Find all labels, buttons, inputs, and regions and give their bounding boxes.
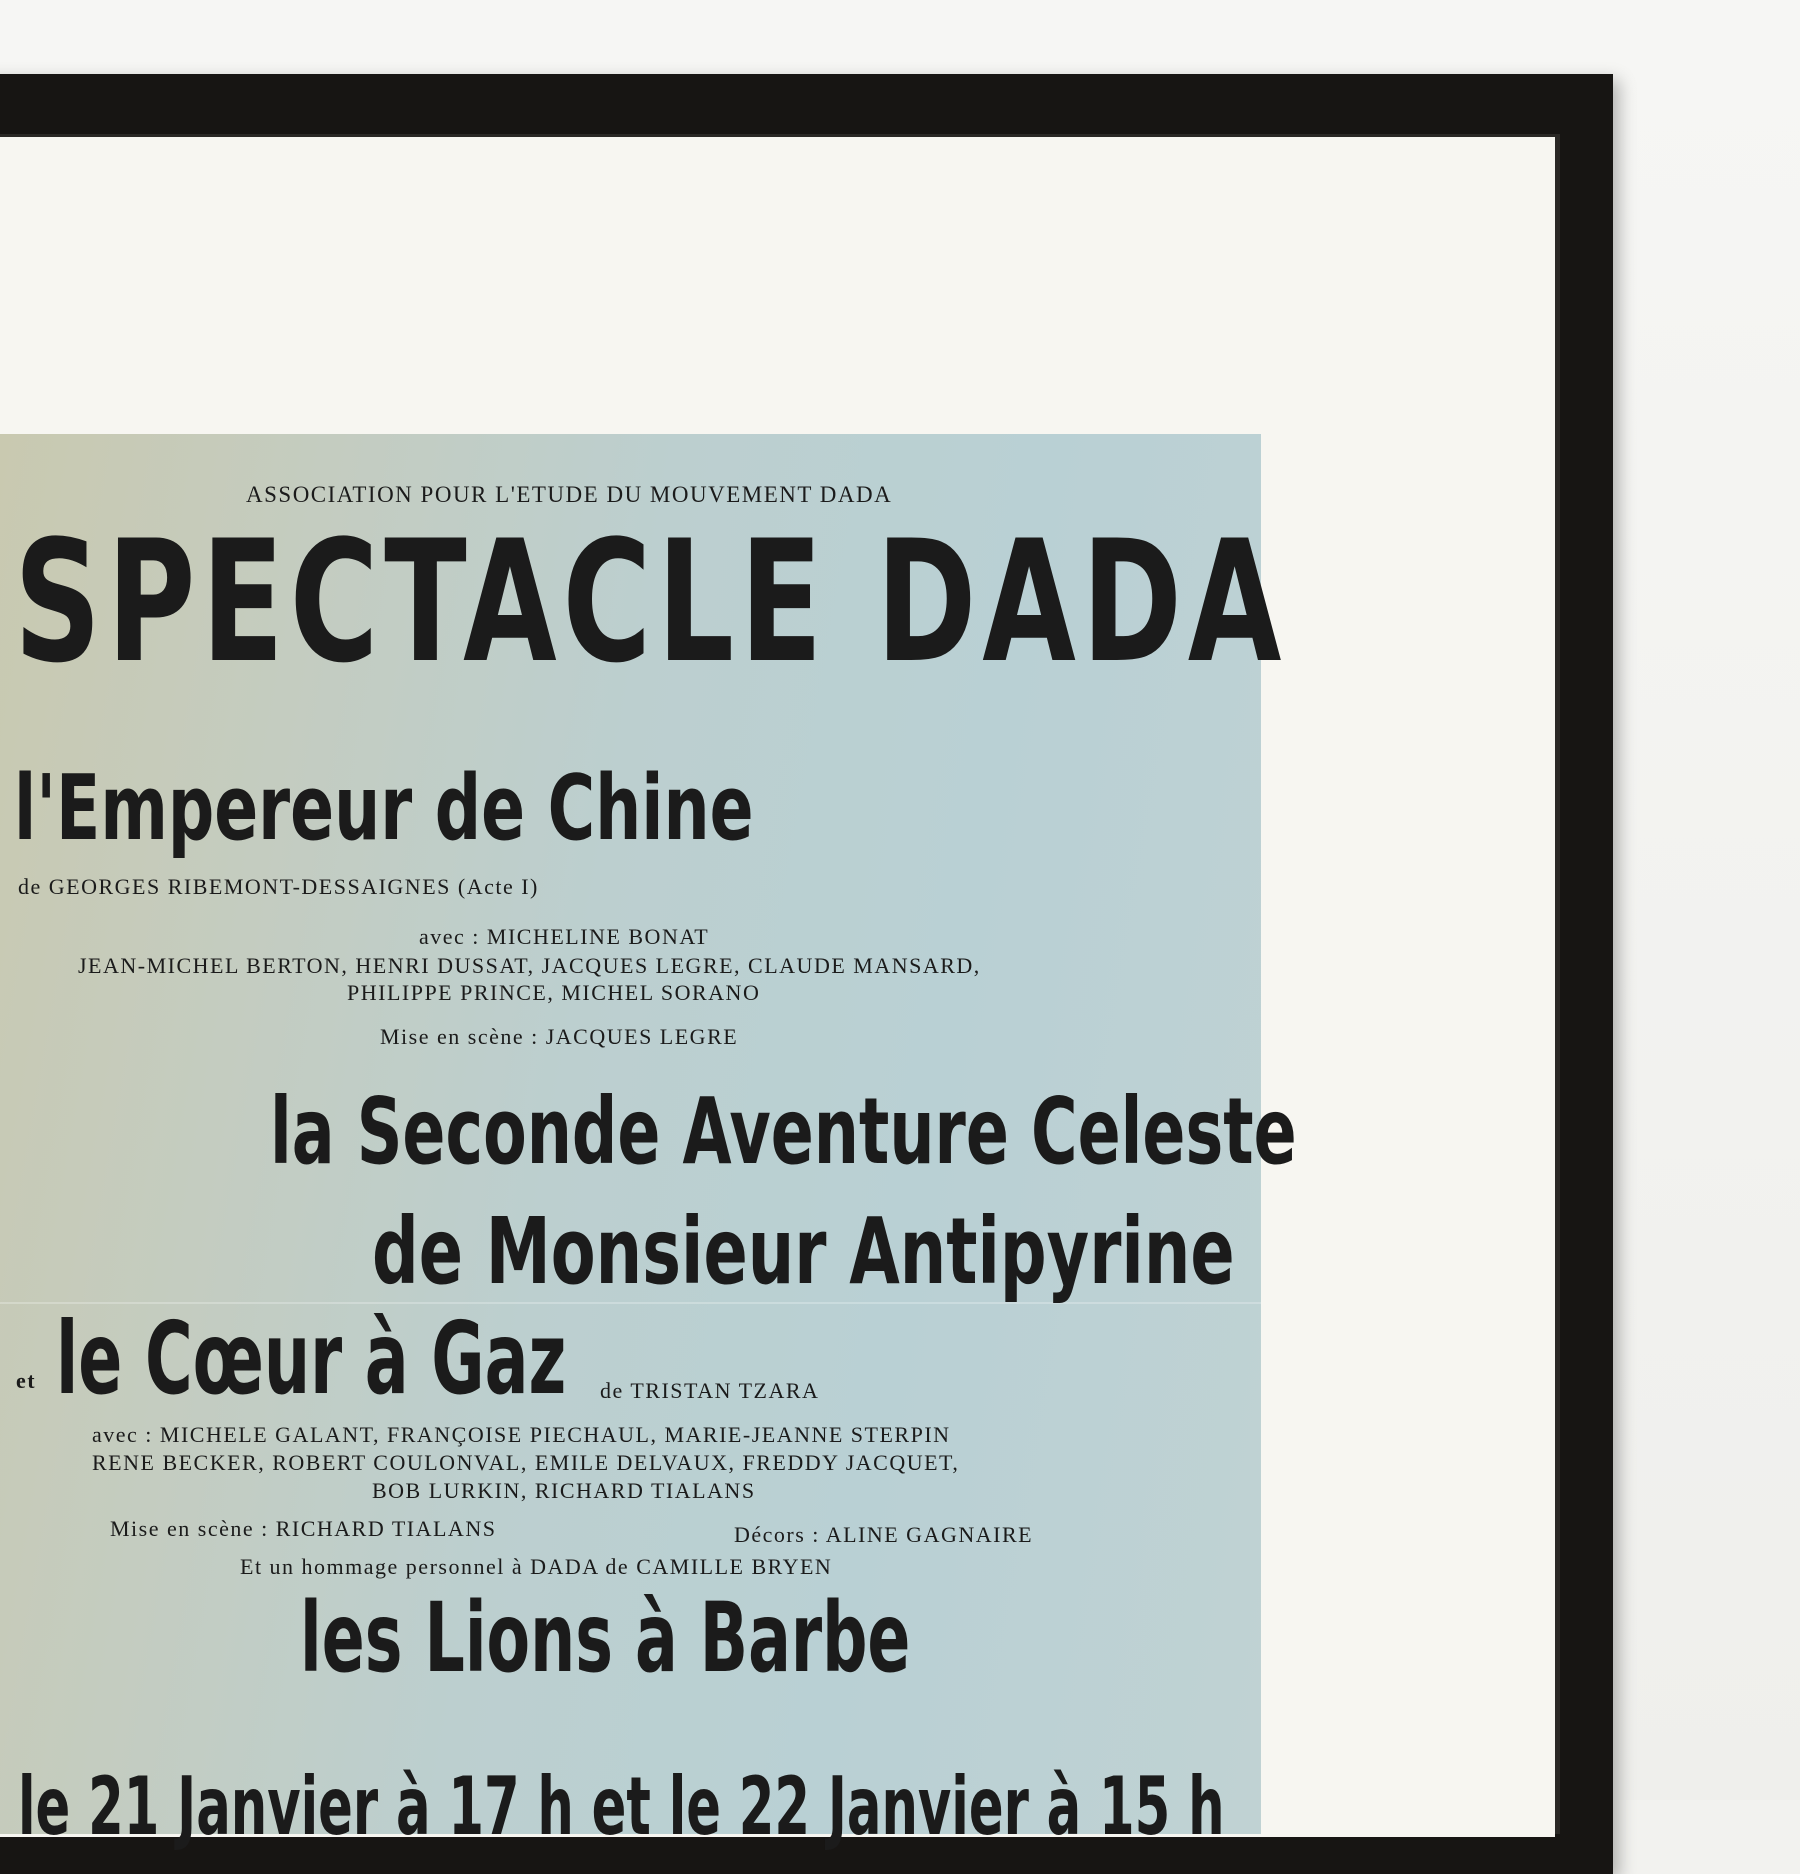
performance-dates: le 21 Janvier à 17 h et le 22 Janvier à 15 h bbox=[18, 1760, 1225, 1853]
dada-poster bbox=[0, 434, 1297, 1853]
play3-cast-line2: RENE BECKER, ROBERT COULONVAL, EMILE DELVAUX, FREDDY JACQUET, bbox=[92, 1450, 960, 1475]
play2-title-line2: de Monsieur Antipyrine bbox=[372, 1198, 1235, 1305]
play3-prefix: et bbox=[16, 1368, 37, 1393]
play2-title-line1: la Seconde Aventure Celeste bbox=[270, 1078, 1297, 1185]
play3-cast-line1: avec : MICHELE GALANT, FRANÇOISE PIECHAUL, MARIE-JEANNE STERPIN bbox=[92, 1422, 951, 1447]
play1-cast-line2: JEAN-MICHEL BERTON, HENRI DUSSAT, JACQUES LEGRE, CLAUDE MANSARD, bbox=[78, 953, 981, 978]
play1-title: l'Empereur de Chine bbox=[14, 756, 754, 861]
poster-title: SPECTACLE DADA bbox=[14, 504, 1288, 700]
play3-title: le Cœur à Gaz bbox=[56, 1300, 567, 1417]
play1-author: de GEORGES RIBEMONT-DESSAIGNES (Acte I) bbox=[18, 874, 539, 899]
play3-cast-line3: BOB LURKIN, RICHARD TIALANS bbox=[372, 1478, 756, 1503]
play1-cast-line1: avec : MICHELINE BONAT bbox=[419, 924, 710, 949]
play3-decor: Décors : ALINE GAGNAIRE bbox=[734, 1522, 1034, 1547]
play1-staging: Mise en scène : JACQUES LEGRE bbox=[380, 1024, 739, 1049]
association-line: ASSOCIATION POUR L'ETUDE DU MOUVEMENT DADA bbox=[246, 482, 893, 507]
play1-cast-line3: PHILIPPE PRINCE, MICHEL SORANO bbox=[347, 980, 761, 1005]
play3-author: de TRISTAN TZARA bbox=[600, 1378, 820, 1403]
play4-title: les Lions à Barbe bbox=[300, 1582, 911, 1694]
play3-staging: Mise en scène : RICHARD TIALANS bbox=[110, 1516, 497, 1541]
hommage-line: Et un hommage personnel à DADA de CAMILLE BRYEN bbox=[240, 1554, 833, 1579]
